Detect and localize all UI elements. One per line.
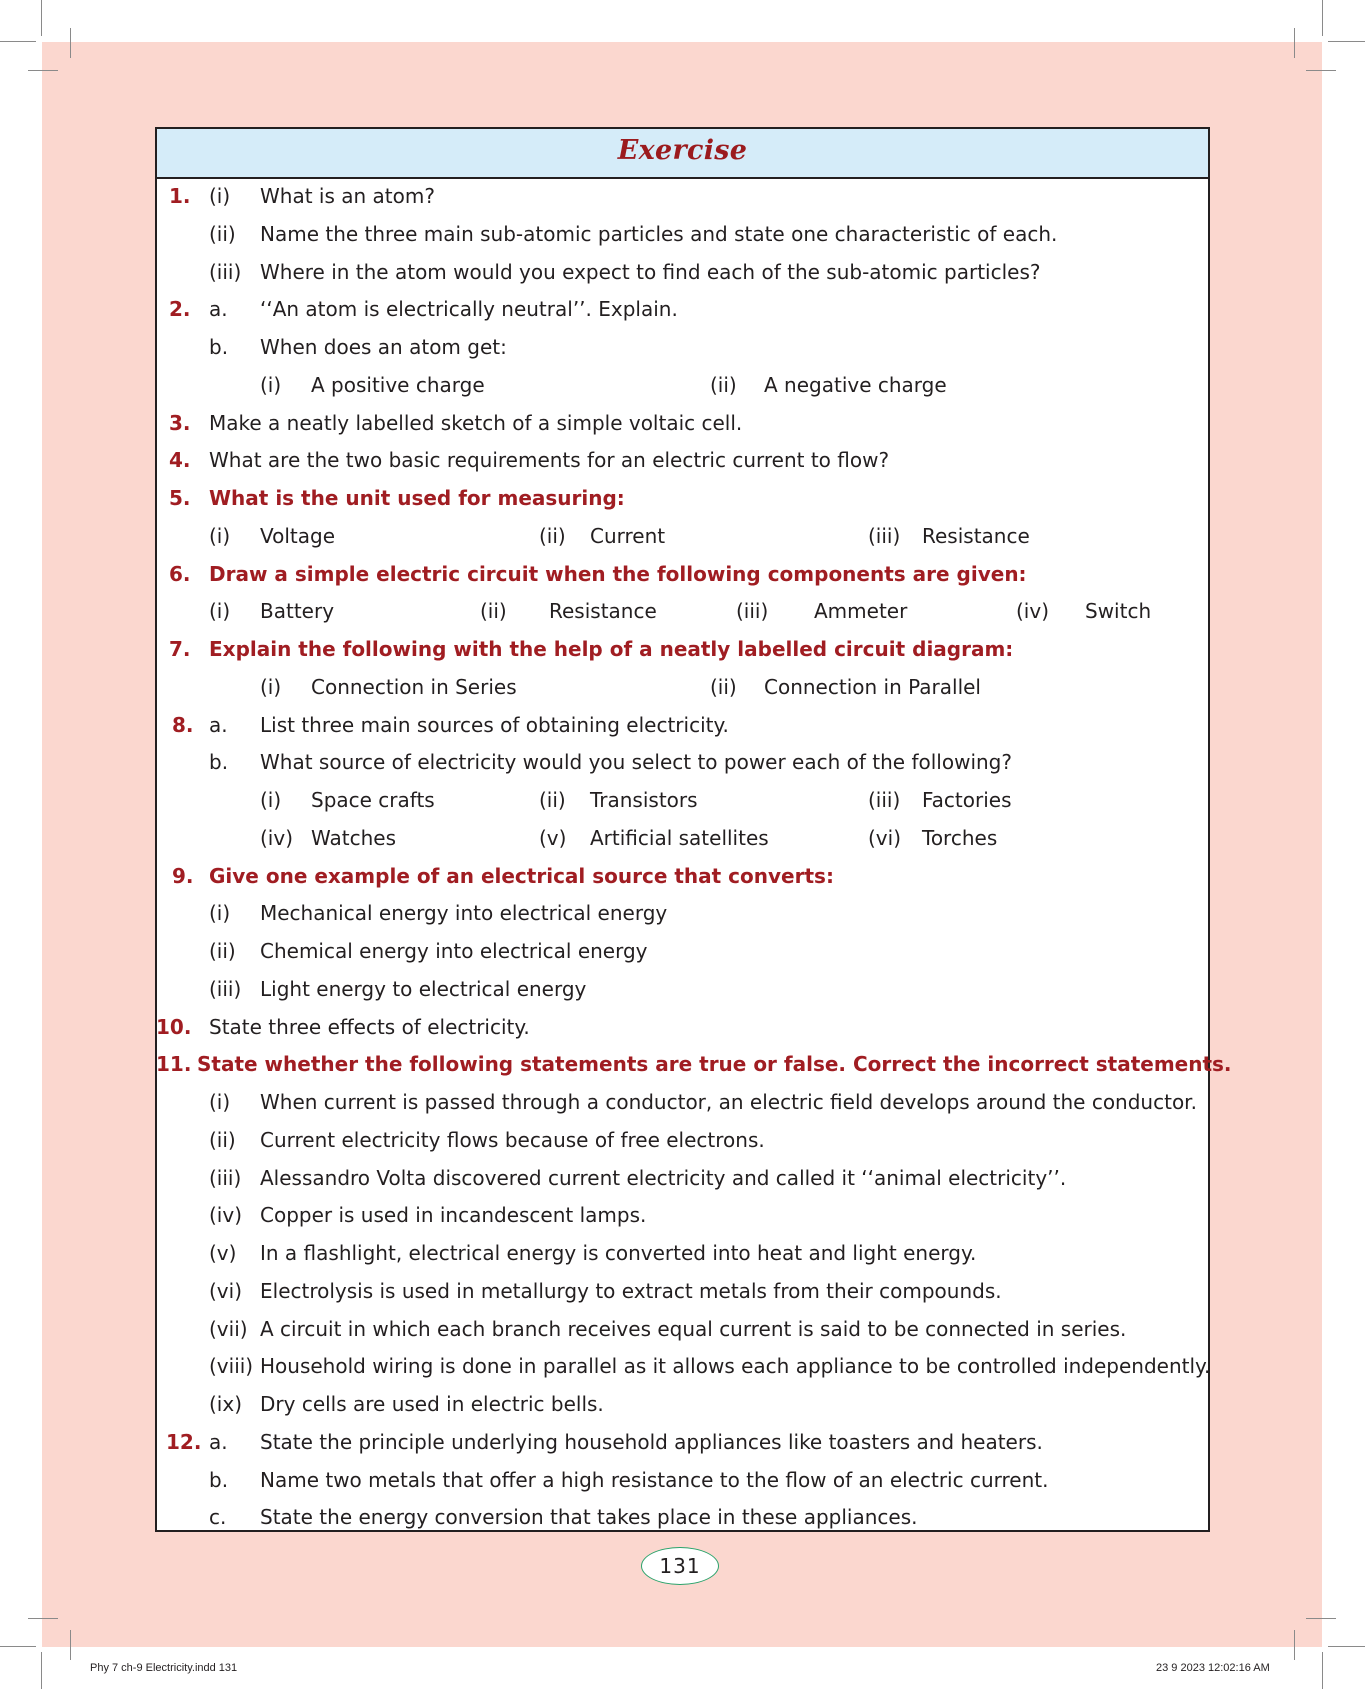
question-row [157, 1389, 1208, 1419]
question-number: 9. [172, 863, 194, 888]
question-row [157, 1238, 1208, 1268]
item-text: Battery [260, 599, 335, 624]
item-text: Connection in Series [311, 674, 517, 699]
sub-label: (vii) [209, 1316, 248, 1341]
question-text: List three main sources of obtaining electricity. [260, 712, 729, 737]
sub-label: a. [209, 712, 228, 737]
question-row [157, 1200, 1208, 1230]
question-text: Draw a simple electric circuit when the following components are given: [209, 561, 1027, 586]
question-text: Dry cells are used in electric bells. [260, 1392, 604, 1416]
crop-mark [1328, 41, 1365, 42]
question-text: Current electricity flows because of free electrons. [260, 1127, 765, 1152]
question-number: 5. [169, 486, 191, 510]
question-row [157, 710, 1208, 740]
question-row [157, 294, 1208, 324]
crop-mark [1294, 1630, 1295, 1660]
item-text: Switch [1085, 599, 1152, 624]
question-number: 7. [169, 637, 191, 661]
crop-mark [0, 1646, 36, 1647]
question-row [157, 559, 1208, 589]
question-text: Where in the atom would you expect to find each of the sub-atomic particles? [260, 259, 1041, 284]
question-text: Explain the following with the help of a neatly labelled circuit diagram: [209, 637, 1014, 661]
item-label: (ii) [710, 372, 737, 397]
question-text: Mechanical energy into electrical energy [260, 901, 668, 926]
question-row [157, 672, 1208, 702]
question-row [157, 181, 1208, 211]
sub-label: (iii) [209, 259, 242, 284]
sub-label: b. [209, 1467, 229, 1492]
sub-label: a. [209, 297, 228, 322]
question-text: What is an atom? [260, 184, 435, 208]
question-text: Name two metals that offer a high resistance to the flow of an electric current. [260, 1467, 1049, 1492]
question-text: State the energy conversion that takes place in these appliances. [260, 1505, 918, 1530]
item-label: (ii) [710, 674, 737, 699]
question-text: Electrolysis is used in metallurgy to extract metals from their compounds. [260, 1278, 1002, 1303]
item-label: (ii) [539, 523, 566, 548]
sub-label: (iii) [209, 976, 242, 1001]
item-label: (i) [260, 788, 282, 812]
question-row [157, 785, 1208, 815]
crop-mark [1328, 1646, 1365, 1647]
item-text: Ammeter [814, 599, 908, 624]
question-row [157, 1502, 1208, 1532]
question-row [157, 898, 1208, 928]
crop-mark [41, 1652, 42, 1689]
question-text: Give one example of an electrical source that converts: [209, 863, 834, 888]
question-row [157, 445, 1208, 475]
question-row [157, 1276, 1208, 1306]
question-text: In a flashlight, electrical energy is converted into heat and light energy. [260, 1241, 977, 1265]
question-text: A circuit in which each branch receives equal current is said to be connected in series. [260, 1316, 1127, 1341]
question-number: 11. [156, 1052, 192, 1077]
question-row [157, 408, 1208, 438]
question-row [157, 861, 1208, 891]
item-label: (i) [260, 674, 282, 699]
question-row [157, 1351, 1211, 1381]
question-text: Make a neatly labelled sketch of a simple voltaic cell. [209, 410, 743, 435]
question-row [157, 1465, 1208, 1495]
question-row [157, 1125, 1208, 1155]
item-label: (vi) [868, 825, 901, 850]
item-label: (iii) [868, 788, 901, 812]
question-number: 8. [172, 712, 194, 737]
item-label: (iii) [868, 523, 901, 548]
item-text: Current [590, 523, 666, 548]
question-row [156, 1049, 1232, 1079]
crop-mark [28, 70, 58, 71]
sub-label: (ii) [209, 1127, 236, 1152]
item-label: (i) [209, 599, 231, 624]
question-row [157, 823, 1208, 853]
sub-label: (iv) [209, 1203, 242, 1228]
item-text: Transistors [590, 788, 698, 812]
sub-label: (ii) [209, 939, 236, 963]
item-text: Space crafts [311, 788, 435, 812]
question-text: State the principle underlying household appliances like toasters and heaters. [260, 1429, 1043, 1454]
question-number: 10. [156, 1014, 192, 1039]
sub-label: (viii) [209, 1354, 254, 1379]
sub-label: (iii) [209, 1165, 242, 1190]
sub-label: (i) [209, 1090, 231, 1114]
question-row [157, 936, 1208, 966]
item-text: Factories [922, 788, 1012, 812]
item-label: (iv) [260, 825, 293, 850]
item-text: Connection in Parallel [764, 674, 981, 699]
question-text: ‘‘An atom is electrically neutral’’. Explain. [260, 297, 678, 322]
item-text: Resistance [922, 523, 1030, 548]
item-label: (iii) [736, 599, 769, 624]
question-row [157, 219, 1208, 249]
slug-right: 23 9 2023 12:02:16 AM [1156, 1662, 1270, 1674]
question-text: Name the three main sub-atomic particles and state one characteristic of each. [260, 221, 1058, 246]
item-text: Artificial satellites [590, 825, 769, 850]
question-number: 4. [169, 448, 191, 473]
crop-mark [1294, 28, 1295, 58]
crop-mark [70, 1630, 71, 1660]
sub-label: a. [209, 1429, 228, 1454]
question-number: 1. [169, 184, 191, 208]
item-text: Watches [311, 825, 396, 850]
exercise-header [157, 129, 1208, 179]
crop-mark [28, 1618, 58, 1619]
item-label: (v) [539, 825, 567, 850]
question-row [157, 974, 1208, 1004]
item-text: Torches [922, 825, 998, 850]
crop-mark [1306, 1618, 1336, 1619]
item-text: Voltage [260, 523, 336, 548]
question-text: When does an atom get: [260, 335, 507, 359]
exercise-title: Exercise [617, 135, 748, 166]
crop-mark [70, 28, 71, 58]
item-label: (iv) [1016, 599, 1049, 624]
item-text: Resistance [549, 599, 657, 624]
question-row [157, 257, 1208, 287]
sub-label: (v) [209, 1241, 237, 1265]
question-text: What is the unit used for measuring: [209, 486, 625, 510]
question-row [157, 483, 1208, 513]
question-text: When current is passed through a conductor, an electric field develops around the conductor. [260, 1090, 1197, 1114]
sub-label: c. [209, 1505, 227, 1530]
question-text: State whether the following statements are true or false. Correct the incorrect statements. [197, 1052, 1232, 1077]
crop-mark [1322, 1652, 1323, 1689]
question-number: 12. [166, 1429, 202, 1454]
sub-label: b. [209, 335, 229, 359]
question-row [157, 1087, 1208, 1117]
crop-mark [1322, 0, 1323, 36]
item-label: (ii) [480, 599, 507, 624]
question-text: State three effects of electricity. [209, 1014, 530, 1039]
slug-left: Phy 7 ch-9 Electricity.indd 131 [90, 1662, 238, 1674]
sub-label: (vi) [209, 1278, 242, 1303]
question-text: What source of electricity would you select to power each of the following? [260, 750, 1012, 775]
exercise-box [155, 127, 1232, 1532]
sub-label: (i) [209, 184, 231, 208]
sub-label: (i) [209, 901, 231, 926]
question-row [157, 634, 1208, 664]
question-number: 2. [169, 297, 191, 322]
crop-mark [41, 0, 42, 36]
crop-mark [0, 41, 36, 42]
question-row [157, 1163, 1208, 1193]
question-number: 3. [169, 410, 191, 435]
question-row [157, 596, 1208, 626]
sub-label: (ii) [209, 221, 236, 246]
item-label: (i) [260, 372, 282, 397]
sub-label: (ix) [209, 1392, 242, 1416]
page-number: 131 [641, 1547, 719, 1585]
question-text: What are the two basic requirements for an electric current to flow? [209, 448, 890, 473]
question-text: Copper is used in incandescent lamps. [260, 1203, 647, 1228]
question-text: Household wiring is done in parallel as it allows each appliance to be controlled independently. [260, 1354, 1211, 1379]
question-row [157, 370, 1208, 400]
question-row [157, 332, 1208, 362]
item-label: (ii) [539, 788, 566, 812]
question-row [157, 1012, 1208, 1042]
question-number: 6. [169, 561, 191, 586]
question-text: Alessandro Volta discovered current electricity and called it ‘‘animal electricity’’. [260, 1165, 1067, 1190]
crop-mark [1306, 70, 1336, 71]
question-text: Chemical energy into electrical energy [260, 939, 648, 963]
question-row [157, 747, 1208, 777]
sub-label: b. [209, 750, 229, 775]
question-row [157, 521, 1208, 551]
item-label: (i) [209, 523, 231, 548]
item-text: A positive charge [311, 372, 485, 397]
item-text: A negative charge [764, 372, 947, 397]
question-text: Light energy to electrical energy [260, 976, 587, 1001]
question-row [157, 1427, 1208, 1457]
question-row [157, 1314, 1208, 1344]
